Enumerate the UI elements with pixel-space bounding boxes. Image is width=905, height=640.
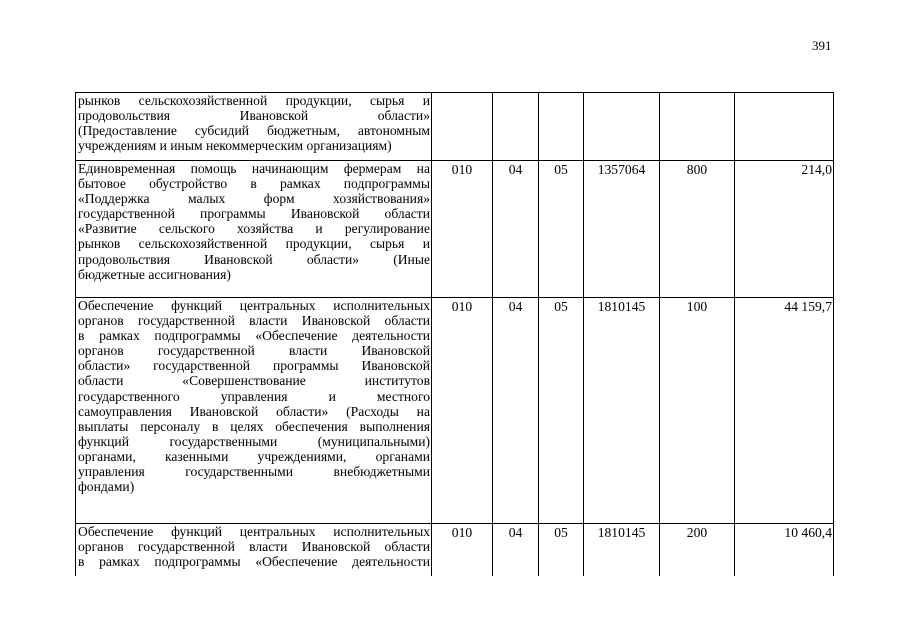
description-line: органами, казенными учреждениями, органами [78,448,430,464]
description-line: самоуправления Ивановской области» (Расходы на [78,403,430,419]
razdel-cell: 04 [493,161,539,298]
grbs-cell: 010 [432,161,493,298]
description-line: рынков сельскохозяйственной продукции, сырья и [78,93,430,108]
podrazdel-cell: 05 [539,298,584,524]
description-line: органов государственной власти Ивановской [78,343,430,359]
row-description [76,161,432,298]
expense-type-cell [660,93,735,161]
razdel-cell: 04 [493,298,539,524]
description-line: органов государственной власти Ивановской области [78,313,430,329]
target-article-cell: 1357064 [584,161,660,298]
description-line: «Поддержка малых форм хозяйствования» [78,191,430,207]
row-description [76,298,432,524]
description-line: государственного управления и местного [78,388,430,404]
description-line: органов государственной власти Ивановской области [78,539,430,555]
target-article-cell: 1810145 [584,298,660,524]
page-number: 391 [812,38,832,53]
description-line: Обеспечение функций центральных исполнительных [78,524,430,539]
table-row [76,298,834,524]
sum-cell [735,93,834,161]
description-line: продовольствия Ивановской области» [78,108,430,124]
description-line: «Развитие сельского хозяйства и регулирование [78,221,430,237]
description-line: фондами) [78,479,135,495]
table-row [76,161,834,298]
description-line: области «Совершенствование институтов [78,373,430,389]
table-row [76,93,834,161]
podrazdel-cell: 05 [539,161,584,298]
expense-type-cell: 100 [660,298,735,524]
description-line: бытовое обустройство в рамках подпрограммы [78,176,430,192]
description-line: в рамках подпрограммы «Обеспечение деятельности [78,328,430,344]
description-line: управления государственными внебюджетными [78,464,430,480]
grbs-cell: 010 [432,524,493,576]
budget-table [75,92,834,576]
row-description [76,524,432,576]
description-line: рынков сельскохозяйственной продукции, сырья и [78,236,430,252]
description-line: выплаты персоналу в целях обеспечения выполнения [78,418,430,434]
row-description [76,93,432,161]
description-line: продовольствия Ивановской области» (Иные [78,251,430,267]
expense-type-cell: 200 [660,524,735,576]
description-line: в рамках подпрограммы «Обеспечение деятельности [78,554,430,570]
podrazdel-cell [539,93,584,161]
sum-cell: 44 159,7 [735,298,834,524]
razdel-cell [493,93,539,161]
description-line: (Предоставление субсидий бюджетным, автономным [78,123,430,139]
target-article-cell [584,93,660,161]
grbs-cell [432,93,493,161]
sum-cell: 214,0 [735,161,834,298]
description-line: государственной программы Ивановской области [78,206,430,222]
description-line: бюджетные ассигнования) [78,266,231,282]
podrazdel-cell: 05 [539,524,584,576]
razdel-cell: 04 [493,524,539,576]
target-article-cell: 1810145 [584,524,660,576]
description-line: Обеспечение функций центральных исполнительных [78,298,430,313]
sum-cell: 10 460,4 [735,524,834,576]
expense-type-cell: 800 [660,161,735,298]
description-line: учреждениям и иным некоммерческим организациям) [78,138,392,154]
table-row [76,524,834,576]
description-line: функций государственными (муниципальными) [78,433,430,449]
grbs-cell: 010 [432,298,493,524]
description-line: области» государственной программы Ивановской [78,358,430,374]
description-line: Единовременная помощь начинающим фермерам на [78,161,430,176]
